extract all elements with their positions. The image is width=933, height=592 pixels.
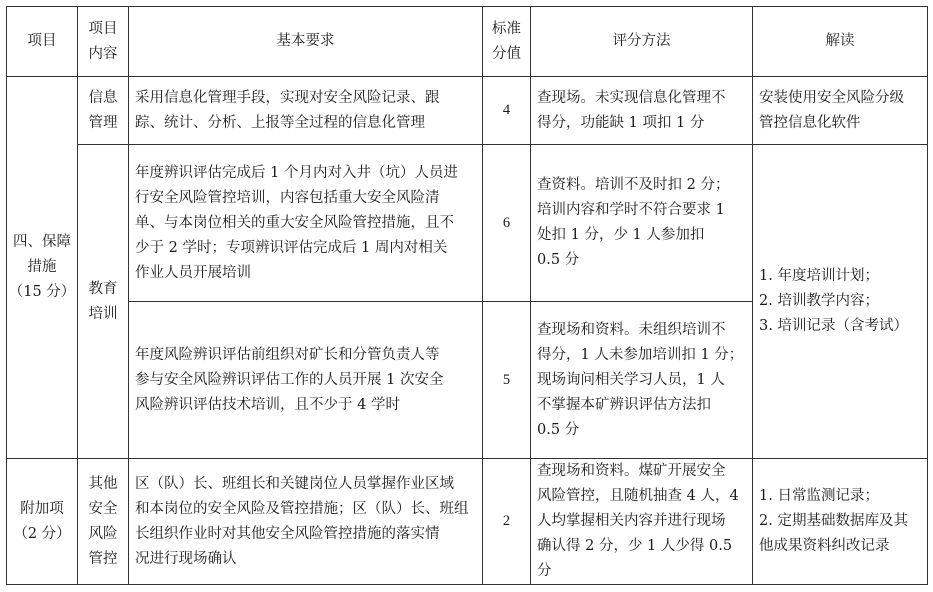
header-interpretation: 解读 [753,7,928,77]
table-row [7,459,928,585]
table-row [7,77,928,145]
item-name: 其他 安全 风险 管控 [78,459,129,585]
table-row [7,145,928,302]
method-cell: 查现场和资料。煤矿开展安全 风险管控，且随机抽查 4 人，4 人均掌握相关内容并进行现场 确认得 2 分，少 1 人少得 0.5 分 [531,459,753,585]
score-cell: 6 [483,145,531,302]
evaluation-table [6,6,928,585]
header-project: 项目 [7,7,78,77]
requirement-cell: 年度辨识评估完成后 1 个月内对入井（坑）人员进 行安全风险管控培训，内容包括重大安全风险清 单、与本岗位相关的重大安全风险管控措施，且不 少于 2 学时；专项辨识评估完成后 1 周内对相关 作业人员开展培训 [129,145,483,302]
header-requirement: 基本要求 [129,7,483,77]
interpretation-cell: 1. 日常监测记录； 2. 定期基础数据库及其 他成果资料纠改记录 [753,459,928,585]
section-title: 四、保障 措施 （15 分） [7,77,78,459]
score-cell: 5 [483,302,531,459]
method-cell: 查现场。未实现信息化管理不 得分，功能缺 1 项扣 1 分 [531,77,753,145]
method-cell: 查资料。培训不及时扣 2 分； 培训内容和学时不符合要求 1 处扣 1 分，少 1 人参加扣 0.5 分 [531,145,753,302]
interpretation-cell: 安装使用安全风险分级 管控信息化软件 [753,77,928,145]
requirement-cell: 年度风险辨识评估前组织对矿长和分管负责人等 参与安全风险辨识评估工作的人员开展 1 次安全 风险辨识评估技术培训，且不少于 4 学时 [129,302,483,459]
interpretation-cell: 1. 年度培训计划； 2. 培训教学内容； 3. 培训记录（含考试） [753,145,928,459]
requirement-cell: 区（队）长、班组长和关键岗位人员掌握作业区域 和本岗位的安全风险及管控措施；区（队）长、班组 长组织作业时对其他安全风险管控措施的落实情 况进行现场确认 [129,459,483,585]
header-score: 标准 分值 [483,7,531,77]
method-cell: 查现场和资料。未组织培训不 得分，1 人未参加培训扣 1 分； 现场询问相关学习人员，1 人 不掌握本矿辨识评估方法扣 0.5 分 [531,302,753,459]
score-cell: 2 [483,459,531,585]
item-name: 信息 管理 [78,77,129,145]
header-row [7,7,928,77]
score-cell: 4 [483,77,531,145]
requirement-cell: 采用信息化管理手段，实现对安全风险记录、跟 踪、统计、分析、上报等全过程的信息化管理 [129,77,483,145]
item-name: 教育 培训 [78,145,129,459]
header-method: 评分方法 [531,7,753,77]
header-item-content: 项目 内容 [78,7,129,77]
section-title: 附加项 （2 分） [7,459,78,585]
